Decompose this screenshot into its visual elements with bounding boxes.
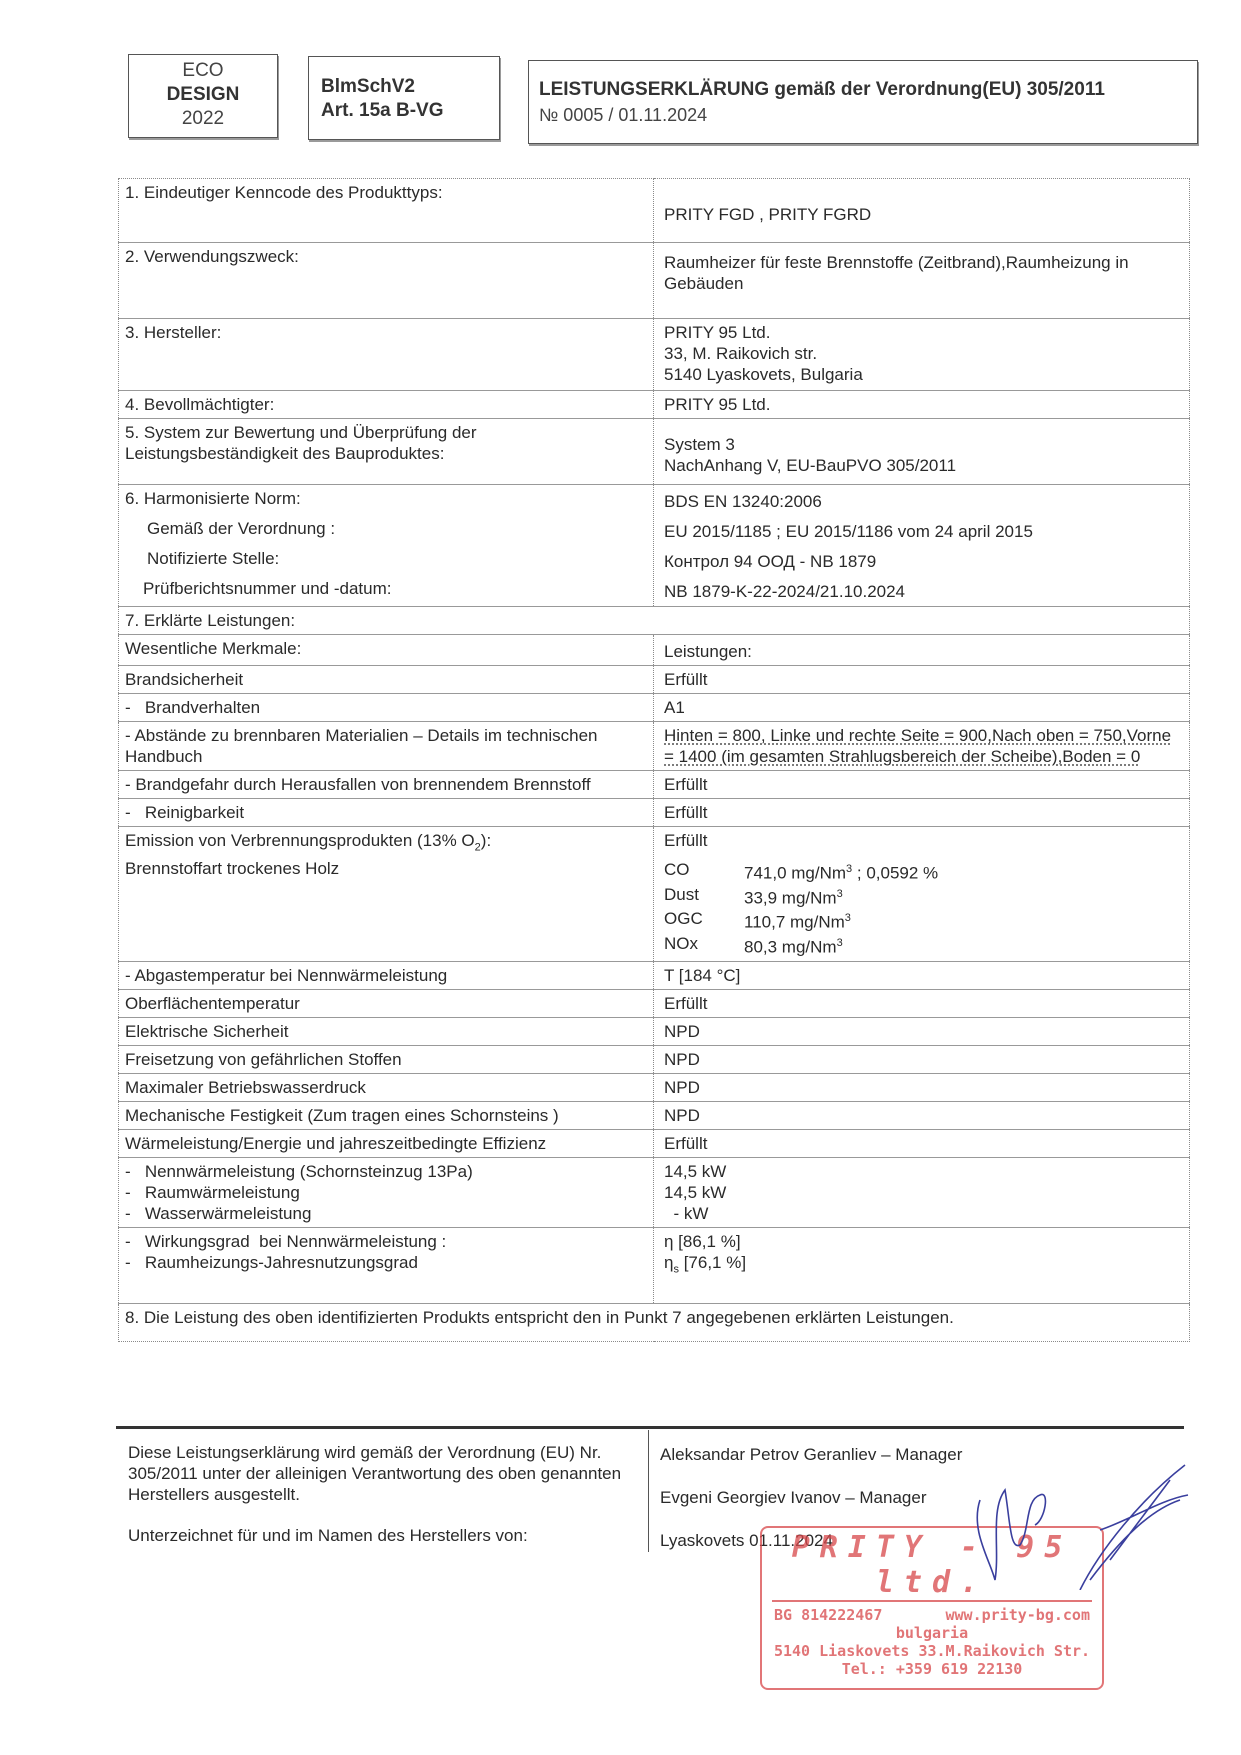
seasonal-efficiency-value: $\eta_s$ [76,1 %] bbox=[664, 1252, 747, 1276]
signed-for-label: Unterzeichnet für und im Namen des Herstellers von: bbox=[128, 1526, 528, 1545]
space-heat-label: - Raumwärmeleistung bbox=[125, 1182, 300, 1202]
emission-characteristic bbox=[119, 827, 654, 962]
label-intended-use: 2. Verwendungszweck: bbox=[119, 243, 654, 319]
pollutant-value: 110,7 mg/Nm$^3$ bbox=[744, 912, 851, 932]
document-title-box bbox=[528, 60, 1198, 144]
row-declared-performance bbox=[119, 607, 1190, 635]
notified-body-label: Notifizierte Stelle: bbox=[147, 549, 280, 568]
performance: Erfüllt bbox=[654, 666, 1190, 694]
efficiency-value: η [86,1 %] bbox=[664, 1231, 741, 1251]
stamp-vat: BG 814222467 bbox=[774, 1606, 883, 1624]
performance-header bbox=[654, 635, 1190, 666]
pollutant-name: OGC bbox=[664, 909, 703, 929]
pollutant-value: 33,9 mg/Nm$^3$ bbox=[744, 887, 843, 908]
performance: Erfüllt bbox=[654, 1129, 1190, 1157]
eco-design-badge bbox=[128, 54, 278, 138]
performance: NPD bbox=[654, 1101, 1190, 1129]
characteristic: - Reinigbarkeit bbox=[119, 799, 654, 827]
stamp-website: www.prity-bg.com bbox=[945, 1606, 1090, 1624]
heat-output-labels bbox=[119, 1157, 654, 1227]
heat-output-values bbox=[654, 1157, 1190, 1227]
table-row bbox=[119, 1017, 1190, 1045]
table-row bbox=[119, 771, 1190, 799]
emission-label-sub: 2 bbox=[474, 841, 481, 854]
characteristic: Wärmeleistung/Energie und jahreszeitbedingte Effizienz bbox=[119, 1129, 654, 1157]
space-heat-value: 14,5 kW bbox=[664, 1182, 727, 1202]
emission-item bbox=[664, 933, 1183, 958]
essential-characteristics-header: Wesentliche Merkmale: bbox=[119, 635, 654, 666]
performance: Hinten = 800, Linke und rechte Seite = 900,Nach oben = 750,Vorne = 1400 (im gesamten Strahlugsbereich der Scheibe),Boden = 0 bbox=[654, 722, 1190, 771]
characteristic: - Brandverhalten bbox=[119, 694, 654, 722]
emission-item bbox=[664, 884, 1183, 909]
emission-item bbox=[664, 859, 1183, 884]
performance: Erfüllt bbox=[654, 799, 1190, 827]
pollutant-value: 80,3 mg/Nm$^3$ bbox=[744, 936, 843, 957]
eco-line3: 2022 bbox=[181, 108, 225, 129]
characteristic: Maximaler Betriebswasserdruck bbox=[119, 1073, 654, 1101]
stamp-company: PRITY - 95 ltd. bbox=[772, 1530, 1092, 1602]
regulation-label: Gemäß der Verordnung : bbox=[147, 519, 336, 538]
row-efficiency bbox=[119, 1227, 1190, 1303]
pollutant-name: CO bbox=[664, 860, 690, 879]
declaration-table bbox=[118, 178, 1190, 1342]
footer-vertical-divider bbox=[648, 1430, 649, 1552]
water-heat-value: - kW bbox=[664, 1203, 709, 1223]
manufacturer-name: PRITY 95 Ltd. bbox=[664, 323, 771, 342]
eco-line1: ECO bbox=[182, 60, 224, 81]
signature-icon bbox=[950, 1440, 1190, 1590]
stamp-phone: Tel.: +359 619 22130 bbox=[841, 1660, 1023, 1678]
table-row bbox=[119, 694, 1190, 722]
value-harmonised-standard bbox=[654, 485, 1190, 607]
performance-header-text: Leistungen: bbox=[664, 642, 752, 661]
footer-left bbox=[128, 1442, 628, 1546]
row-manufacturer bbox=[119, 319, 1190, 391]
characteristic: - Brandgefahr durch Herausfallen von brennendem Brennstoff bbox=[119, 771, 654, 799]
fuel-type: Brennstoffart trockenes Holz bbox=[125, 859, 340, 879]
stamp-ids bbox=[762, 1606, 1102, 1624]
test-report-label: Prüfberichtsnummer und -datum: bbox=[143, 579, 392, 598]
value-avcp-system bbox=[654, 419, 1190, 485]
table-row bbox=[119, 1073, 1190, 1101]
row-authorised-rep bbox=[119, 391, 1190, 419]
label-authorised-rep: 4. Bevollmächtigter: bbox=[119, 391, 654, 419]
row-harmonised-standard bbox=[119, 485, 1190, 607]
avcp-annex: NachAnhang V, EU-BauPVO 305/2011 bbox=[664, 456, 957, 475]
harmonised-label: 6. Harmonisierte Norm: bbox=[125, 489, 301, 508]
emission-status: Erfüllt bbox=[664, 831, 708, 850]
water-heat-label: - Wasserwärmeleistung bbox=[125, 1203, 312, 1223]
emission-label bbox=[125, 830, 647, 858]
value-manufacturer bbox=[654, 319, 1190, 391]
pollutant-value: 741,0 mg/Nm$^3$ ; 0,0592 % bbox=[744, 863, 939, 883]
emission-label-text: Emission von Verbrennungsprodukten (13% O bbox=[125, 831, 475, 850]
characteristic: Mechanische Festigkeit (Zum tragen eines Schornsteins ) bbox=[119, 1101, 654, 1129]
efficiency-values bbox=[654, 1227, 1190, 1303]
avcp-label-line1: 5. System zur Bewertung und Überprüfung der bbox=[125, 423, 477, 442]
characteristic: Brandsicherheit bbox=[119, 666, 654, 694]
performance: Erfüllt bbox=[654, 989, 1190, 1017]
stamp-address: 5140 Liaskovets 33.M.Raikovich Str. bbox=[773, 1642, 1091, 1660]
performance: NPD bbox=[654, 1073, 1190, 1101]
manufacturer-street: 33, M. Raikovich str. bbox=[664, 344, 818, 363]
footer-divider bbox=[116, 1426, 1184, 1429]
pollutant-name: NOx bbox=[664, 933, 698, 953]
value-intended-use bbox=[654, 243, 1190, 319]
stamp-country: bulgaria bbox=[895, 1624, 969, 1642]
pollutant-name: Dust bbox=[664, 884, 699, 904]
performance: NPD bbox=[654, 1017, 1190, 1045]
harmonised-standard: BDS EN 13240:2006 bbox=[664, 492, 822, 511]
label-product-code: 1. Eindeutiger Kenncode des Produkttyps: bbox=[119, 179, 654, 243]
avcp-system: System 3 bbox=[664, 435, 735, 454]
emission-values bbox=[654, 827, 1190, 962]
seasonal-efficiency-label: - Raumheizungs-Jahresnutzungsgrad bbox=[125, 1252, 418, 1272]
place-date: Lyaskovets 01.11.2024 bbox=[660, 1531, 833, 1550]
performance: A1 bbox=[654, 694, 1190, 722]
row-column-headers bbox=[119, 635, 1190, 666]
table-row bbox=[119, 1045, 1190, 1073]
emission-item bbox=[664, 908, 1183, 933]
value-authorised-rep: PRITY 95 Ltd. bbox=[654, 391, 1190, 419]
row-product-code bbox=[119, 179, 1190, 243]
efficiency-labels bbox=[119, 1227, 654, 1303]
table-row bbox=[119, 961, 1190, 989]
row-emissions bbox=[119, 827, 1190, 962]
value-product-code bbox=[654, 179, 1190, 243]
blmschv-badge bbox=[308, 56, 500, 140]
blm-line2: Art. 15a B-VG bbox=[321, 100, 444, 121]
avcp-label-line2: Leistungsbeständigkeit des Bauproduktes: bbox=[125, 444, 445, 463]
regulation-value: EU 2015/1185 ; EU 2015/1186 vom 24 april 2015 bbox=[664, 522, 1033, 541]
signer-2: Evgeni Georgiev Ivanov – Manager bbox=[660, 1488, 927, 1507]
document-number: № 0005 / 01.11.2024 bbox=[539, 105, 708, 125]
characteristic: Freisetzung von gefährlichen Stoffen bbox=[119, 1045, 654, 1073]
nominal-heat-label: - Nennwärmeleistung (Schornsteinzug 13Pa) bbox=[125, 1161, 473, 1181]
intended-use: Raumheizer für feste Brennstoffe (Zeitbrand),Raumheizung in Gebäuden bbox=[664, 253, 1129, 293]
row-conformity-statement bbox=[119, 1303, 1190, 1341]
label-manufacturer: 3. Hersteller: bbox=[119, 319, 654, 391]
table-row bbox=[119, 1101, 1190, 1129]
nominal-heat-value: 14,5 kW bbox=[664, 1161, 727, 1181]
table-row bbox=[119, 989, 1190, 1017]
signer-1: Aleksandar Petrov Geranliev – Manager bbox=[660, 1445, 963, 1464]
table-row bbox=[119, 1129, 1190, 1157]
row-avcp-system bbox=[119, 419, 1190, 485]
performance: NPD bbox=[654, 1045, 1190, 1073]
document-title: LEISTUNGSERKLÄRUNG gemäß der Verordnung(EU) 305/2011 bbox=[539, 79, 1105, 100]
label-harmonised-standard bbox=[119, 485, 654, 607]
characteristic: Oberflächentemperatur bbox=[119, 989, 654, 1017]
table-row bbox=[119, 799, 1190, 827]
product-code: PRITY FGD , PRITY FGRD bbox=[664, 205, 872, 224]
emission-label-end: ): bbox=[480, 831, 492, 850]
performance: T [184 °C] bbox=[654, 961, 1190, 989]
responsibility-statement: Diese Leistungserklärung wird gemäß der Verordnung (EU) Nr. 305/2011 unter der alleinigen Verantwortung des oben genannten Herstellers ausgestellt. bbox=[128, 1443, 622, 1504]
eco-line2: DESIGN bbox=[166, 84, 240, 105]
table-row bbox=[119, 666, 1190, 694]
label-avcp-system bbox=[119, 419, 654, 485]
manufacturer-city: 5140 Lyaskovets, Bulgaria bbox=[664, 365, 863, 384]
notified-body-value: Контрол 94 ООД - NB 1879 bbox=[664, 552, 877, 571]
characteristic: - Abgastemperatur bei Nennwärmeleistung bbox=[119, 961, 654, 989]
efficiency-label: - Wirkungsgrad bei Nennwärmeleistung : bbox=[125, 1231, 447, 1251]
row-intended-use bbox=[119, 243, 1190, 319]
characteristic: Elektrische Sicherheit bbox=[119, 1017, 654, 1045]
performance: Erfüllt bbox=[654, 771, 1190, 799]
row-heat-output bbox=[119, 1157, 1190, 1227]
table-row bbox=[119, 722, 1190, 771]
blm-line1: BlmSchV2 bbox=[321, 76, 415, 97]
characteristic: - Abstände zu brennbaren Materialien – Details im technischen Handbuch bbox=[119, 722, 654, 771]
conformity-statement: 8. Die Leistung des oben identifizierten Produkts entspricht den in Punkt 7 angegebenen erklärten Leistungen. bbox=[119, 1303, 1190, 1341]
declared-performance-heading: 7. Erklärte Leistungen: bbox=[119, 607, 1190, 635]
test-report-value: NB 1879-K-22-2024/21.10.2024 bbox=[664, 582, 906, 601]
